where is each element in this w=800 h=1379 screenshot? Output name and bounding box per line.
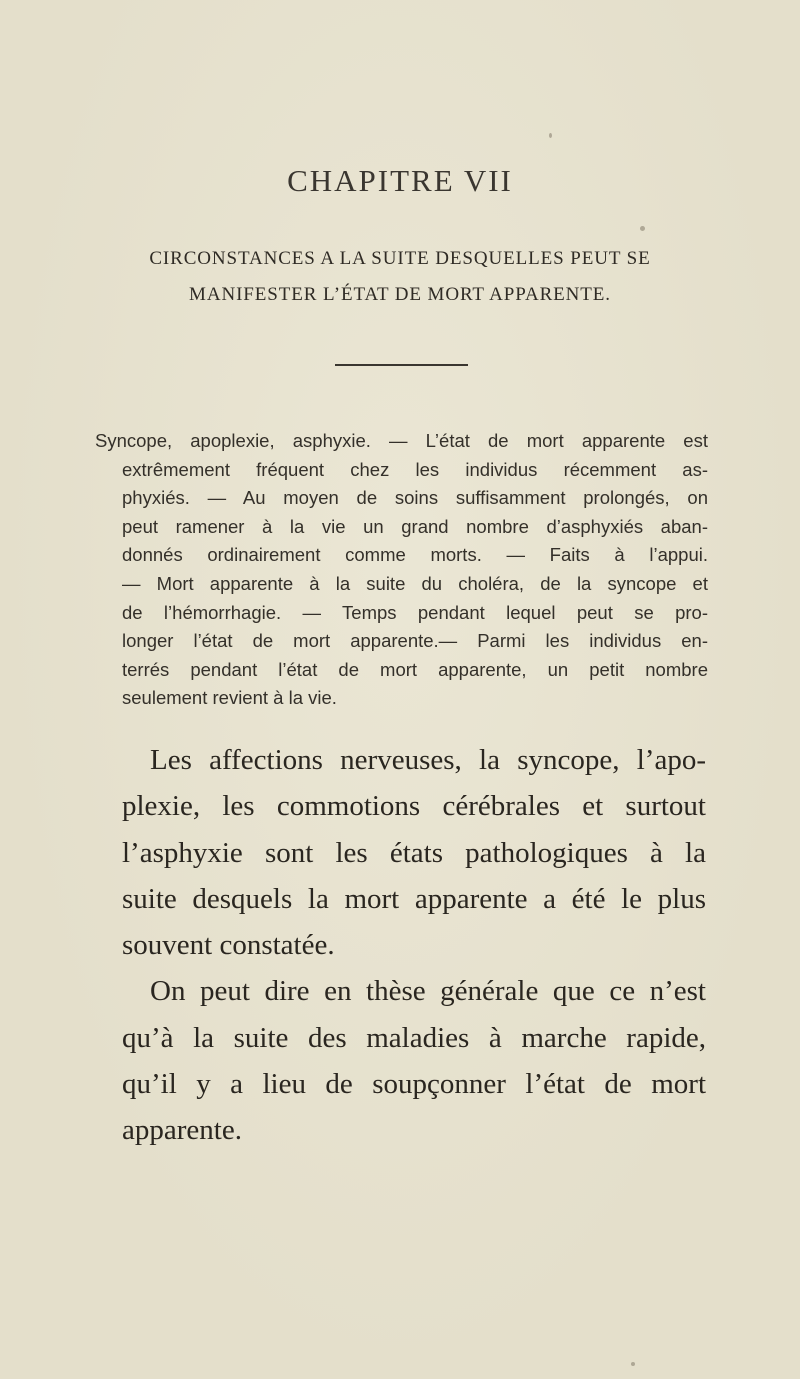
summary-line: — Mort apparente à la suite du choléra, de la syncope et bbox=[122, 572, 708, 594]
body-line: suite desquels la mort apparente a été le plus bbox=[122, 882, 706, 915]
chapter-heading-line-1: CIRCONSTANCES A LA SUITE DESQUELLES PEUT SE bbox=[149, 248, 651, 269]
body-line: souvent constatée. bbox=[122, 929, 335, 962]
body-line: l’asphyxie sont les états pathologiques à la bbox=[122, 836, 706, 869]
summary-line: de l’hémorrhagie. — Temps pendant lequel peut se pro- bbox=[122, 601, 708, 623]
chapter-title: CHAPITRE VII bbox=[287, 163, 513, 198]
summary-line: terrés pendant l’état de mort apparente, un petit nombre bbox=[122, 658, 708, 680]
body-text bbox=[122, 737, 706, 1154]
summary-line: seulement revient à la vie. bbox=[122, 687, 337, 709]
paper-speck bbox=[549, 133, 552, 138]
body-line: apparente. bbox=[122, 1114, 242, 1147]
section-divider bbox=[335, 364, 468, 366]
summary-line: Syncope, apoplexie, asphyxie. — L’état de mort apparente est bbox=[95, 430, 708, 451]
body-line: On peut dire en thèse générale que ce n’est bbox=[150, 975, 706, 1008]
body-line: plexie, les commotions cérébrales et surtout bbox=[122, 790, 706, 823]
body-line: qu’il y a lieu de soupçonner l’état de mort bbox=[122, 1068, 706, 1101]
body-line: Les affections nerveuses, la syncope, l’apo- bbox=[150, 744, 706, 776]
summary-line: peut ramener à la vie un grand nombre d’asphyxiés aban- bbox=[122, 515, 708, 537]
chapter-heading-line-2: MANIFESTER L’ÉTAT DE MORT APPARENTE. bbox=[189, 284, 611, 305]
summary-line: phyxiés. — Au moyen de soins suffisamment prolongés, on bbox=[122, 487, 708, 509]
body-line: qu’à la suite des maladies à marche rapide, bbox=[122, 1021, 706, 1054]
paper-speck bbox=[640, 226, 645, 231]
summary-line: longer l’état de mort apparente.— Parmi les individus en- bbox=[122, 630, 708, 652]
summary-line: extrêmement fréquent chez les individus récemment as- bbox=[122, 458, 708, 480]
summary-line: donnés ordinairement comme morts. — Faits à l’appui. bbox=[122, 544, 708, 566]
paper-speck bbox=[631, 1362, 635, 1366]
chapter-summary bbox=[95, 427, 708, 713]
